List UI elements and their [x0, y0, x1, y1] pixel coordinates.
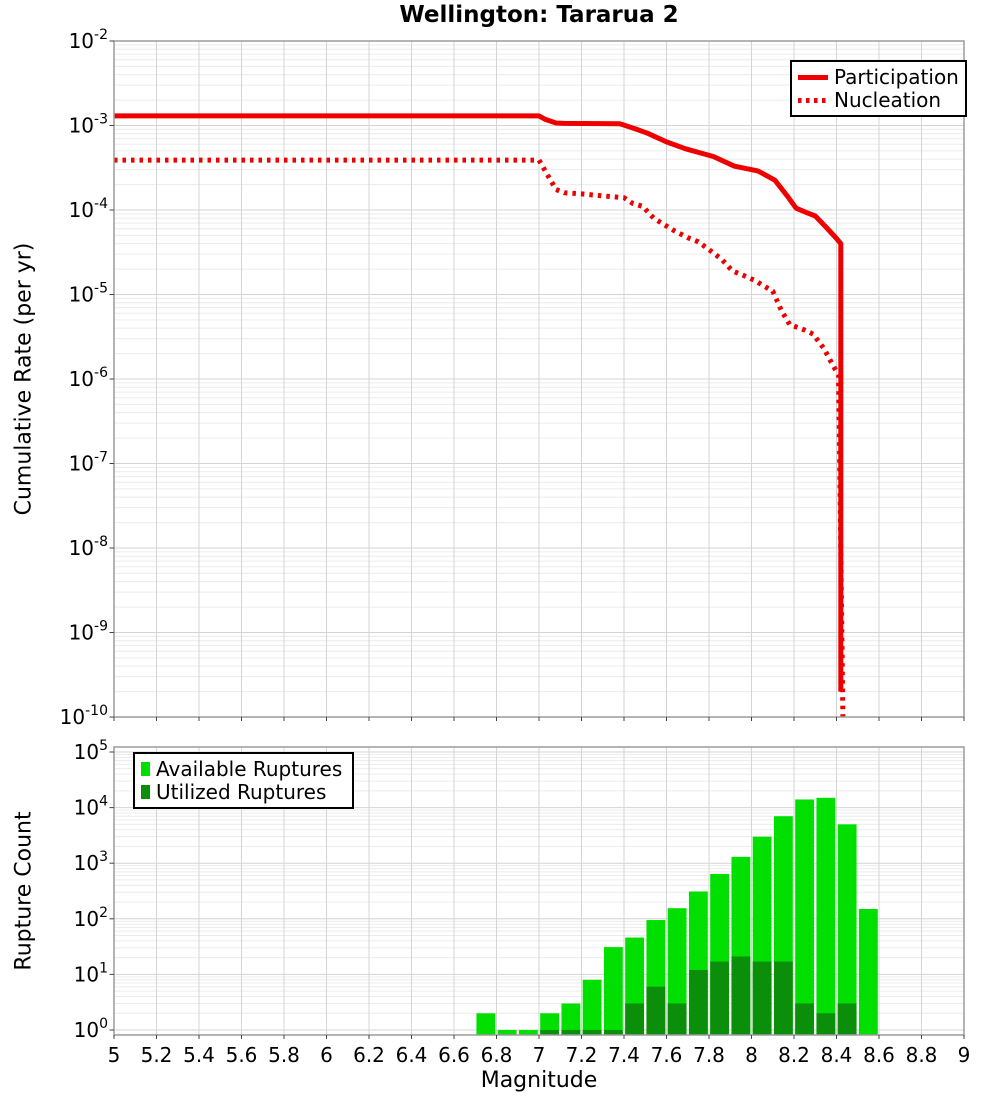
available-bar-6.7	[476, 1013, 495, 1035]
x-tick-label-8.8: 8.8	[905, 1043, 938, 1067]
x-tick-label-8.6: 8.6	[863, 1043, 895, 1067]
legend-row-nucleation	[798, 90, 959, 110]
x-tick-label-6: 6	[320, 1043, 333, 1067]
x-tick-label-5: 5	[107, 1043, 121, 1067]
top-plot-gridlines	[114, 41, 964, 717]
available-bar-8.5	[859, 909, 878, 1035]
y-tick-label-1e-9: $10^{-9}$	[68, 618, 108, 645]
legend-row-utilized	[141, 782, 346, 802]
rupture-legend	[133, 752, 354, 809]
available-bar-8.3	[816, 798, 835, 1035]
x-tick-label-5.2: 5.2	[140, 1043, 173, 1067]
utilized-bar-8.1	[774, 962, 793, 1035]
y-tick-label-1e-8: $10^{-8}$	[68, 534, 108, 560]
x-tick-label-7.4: 7.4	[608, 1043, 640, 1067]
x-tick-label-8.4: 8.4	[820, 1043, 853, 1067]
x-tick-label-6.4: 6.4	[395, 1043, 428, 1067]
y-tick-label-1e5: $10^5$	[73, 738, 108, 764]
x-tick-labels	[108, 1043, 971, 1067]
utilized-bar-8.2	[795, 1003, 814, 1035]
y-tick-label-1e-10: $10^{-10}$	[59, 703, 108, 729]
x-tick-label-5.8: 5.8	[268, 1043, 300, 1067]
nucleation-line-sample	[798, 98, 828, 103]
legend-row-participation	[798, 67, 959, 87]
participation-line-sample	[798, 75, 828, 80]
utilized-bar-8.4	[838, 1003, 857, 1035]
available-bar-7.3	[604, 947, 623, 1035]
bottom-y-axis-label: Rupture Count	[11, 811, 37, 971]
legend-label-participation: Participation	[834, 65, 959, 89]
legend-label-available: Available Ruptures	[156, 757, 343, 781]
available-bar-7.2	[583, 980, 602, 1035]
x-tick-label-7: 7	[532, 1043, 546, 1067]
chart-title: Wellington: Tararua 2	[399, 2, 679, 28]
utilized-bar-7.5	[646, 987, 665, 1035]
rate-legend	[790, 60, 967, 117]
x-tick-label-8: 8	[745, 1043, 758, 1067]
utilized-ruptures-marker	[141, 785, 150, 799]
utilized-bar-7.9	[731, 956, 750, 1035]
x-tick-label-7.8: 7.8	[693, 1043, 725, 1067]
y-tick-label-1e3: $10^3$	[73, 849, 108, 876]
y-tick-labels	[60, 27, 108, 1042]
utilized-bar-7.4	[625, 1003, 644, 1035]
x-tick-label-6.2: 6.2	[353, 1043, 385, 1067]
y-tick-label-1e4: $10^4$	[73, 793, 108, 820]
utilized-bar-8	[753, 962, 772, 1035]
legend-label-nucleation: Nucleation	[834, 88, 942, 112]
y-tick-label-1e1: $10^1$	[73, 960, 108, 987]
y-tick-label-1e-4: $10^{-4}$	[68, 196, 108, 222]
x-tick-label-8.2: 8.2	[778, 1043, 810, 1067]
utilized-bar-7.6	[668, 1003, 687, 1035]
x-tick-label-7.6: 7.6	[650, 1043, 683, 1067]
legend-label-utilized: Utilized Ruptures	[156, 780, 327, 804]
available-bar-8.2	[795, 799, 814, 1035]
utilized-bar-7.8	[710, 962, 729, 1035]
axis-ticks	[110, 41, 965, 1039]
y-tick-label-1e-3: $10^{-3}$	[68, 111, 108, 138]
y-tick-label-1e-6: $10^{-6}$	[68, 365, 108, 391]
x-tick-label-7.2: 7.2	[565, 1043, 598, 1067]
y-tick-label-1e-5: $10^{-5}$	[68, 280, 108, 307]
x-tick-label-9: 9	[957, 1043, 971, 1067]
x-tick-label-6.8: 6.8	[480, 1043, 513, 1067]
participation-line	[114, 116, 841, 692]
top-y-axis-label: Cumulative Rate (per yr)	[11, 242, 37, 516]
x-axis-label: Magnitude	[480, 1068, 598, 1093]
available-bars	[476, 798, 877, 1035]
x-tick-label-5.6: 5.6	[225, 1043, 258, 1067]
y-tick-label-1e-7: $10^{-7}$	[68, 449, 108, 476]
utilized-bar-7.7	[689, 970, 708, 1035]
y-tick-label-1e2: $10^2$	[73, 904, 108, 931]
x-tick-label-6.6: 6.6	[438, 1043, 470, 1067]
utilized-bar-8.3	[816, 1013, 835, 1035]
y-tick-label-1e-2: $10^{-2}$	[68, 27, 108, 53]
x-tick-label-5.4: 5.4	[183, 1043, 215, 1067]
rate-curves	[114, 116, 843, 717]
available-ruptures-marker	[141, 762, 150, 776]
y-tick-label-1e0: $10^0$	[73, 1016, 108, 1042]
legend-row-available	[141, 759, 346, 779]
available-bar-8.4	[838, 824, 857, 1035]
